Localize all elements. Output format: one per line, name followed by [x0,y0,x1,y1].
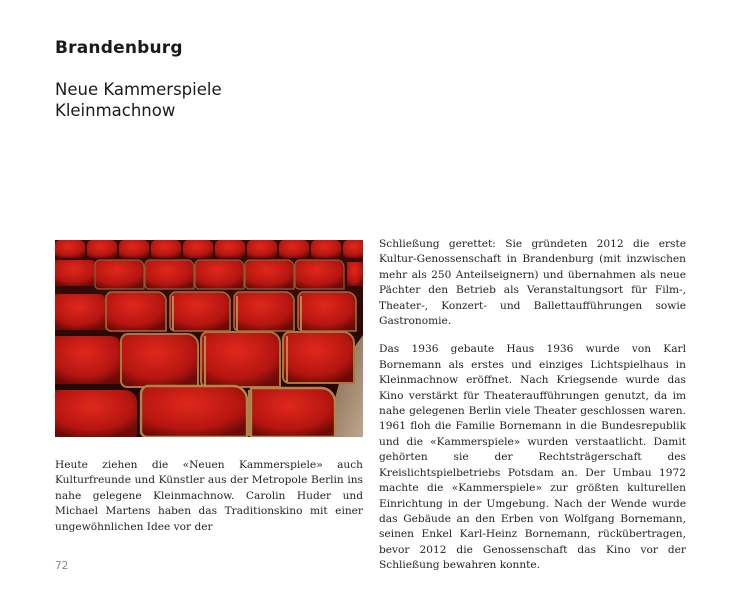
section-heading: Brandenburg [55,38,183,58]
venue-location: Kleinmachnow [55,101,176,120]
right-column-text [379,237,686,574]
left-column-text [55,458,363,535]
venue-title: Neue Kammerspiele [55,80,222,99]
theater-seats-icon [55,240,363,437]
theater-seats-photo [55,240,363,437]
right-paragraph-1: Schließung gerettet: Sie gründeten 2012 die erste Kultur-Genossenschaft in Brandenburg (mit inzwischen mehr als 250 Anteilseignern) und übernahmen als neue Pächter den Betrieb als Veranstaltungsort für Film-, Theater-, Konzert- und Ballettaufführungen sowie Gastronomie. [379,238,686,328]
left-paragraph: Heute ziehen die «Neuen Kammerspiele» auch Kulturfreunde und Künstler aus der Metropole Berlin ins nahe gelegene Kleinmachnow. Carolin Huder und Michael Martens haben das Traditionskino mit einer ungewöhnlichen Idee vor der [55,459,363,533]
page-number: 72 [55,560,69,572]
right-paragraph-2: Das 1936 gebaute Haus 1936 wurde von Karl Bornemann als erstes und einziges Lichtspielhaus in Kleinmachnow eröffnet. Nach Kriegsende wurde das Kino verstärkt für Theateraufführungen genutzt, da im nahe gelegenen Berlin viele Theater geschlossen waren. 1961 floh die Familie Bornemann in die Bundesrepublik und die «Kammerspiele» wurden verstaatlicht. Damit gehörten sie der Rechtsträgerschaft des Kreislichtspielbetriebs Potsdam an. Der Umbau 1972 machte die «Kammerspiele» zur größten kulturellen Einrichtung in der Umgebung. Nach der Wende wurde das Gebäude an den Erben von Wolfgang Bornemann, seinen Enkel Karl-Heinz Bornemann, rückübertragen, bevor 2012 die Genossenschaft das Kino vor der Schließung bewahren konnte. [379,343,686,572]
